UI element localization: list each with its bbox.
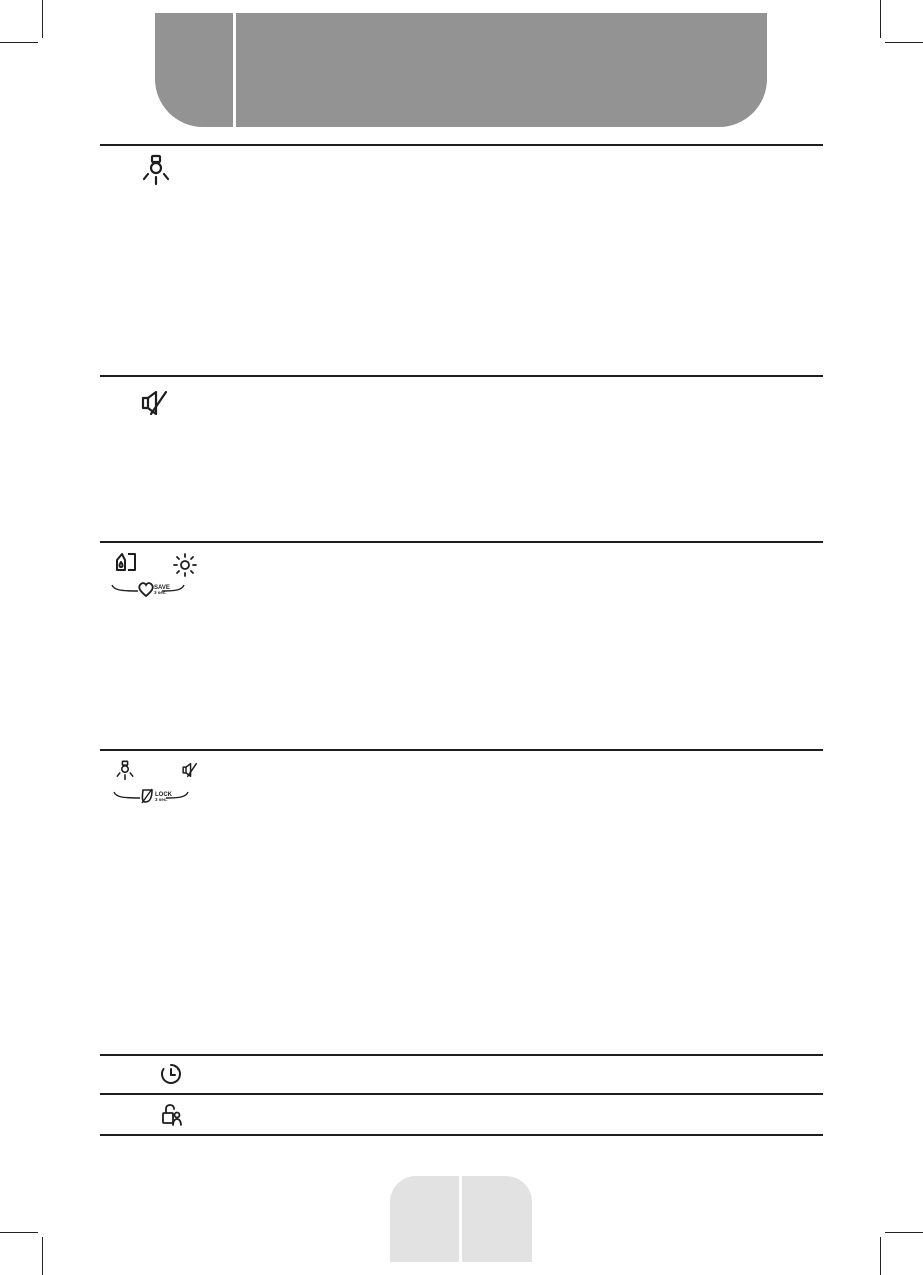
crop-mark-bottom-left-h <box>0 1232 38 1233</box>
footer-tab-divider <box>459 1176 462 1262</box>
crop-mark-top-left-v <box>42 0 43 38</box>
save-heart-icon <box>110 579 186 599</box>
table-rule-bottom <box>100 1134 823 1136</box>
save-label: SAVE <box>154 585 170 591</box>
table-rule-row4-bottom <box>100 1054 823 1056</box>
crop-mark-top-right-v <box>880 0 881 38</box>
header-tab <box>155 13 767 127</box>
crop-mark-top-right-h <box>885 42 923 43</box>
save-duration: 3 sec. <box>154 590 167 595</box>
table-rule-top <box>100 144 823 146</box>
water-dispenser-icon <box>113 552 137 574</box>
table-rule-row2-bottom <box>100 541 823 543</box>
lock-leaf-icon <box>112 786 190 806</box>
mute-icon-small <box>182 762 198 778</box>
mute-icon <box>141 389 169 417</box>
timer-icon <box>160 1063 182 1085</box>
table-rule-row5-bottom <box>100 1093 823 1095</box>
lock-label: LOCK <box>155 792 172 798</box>
crop-mark-bottom-right-h <box>885 1232 923 1233</box>
crop-mark-bottom-left-v <box>42 1237 43 1275</box>
header-tab-divider <box>233 13 236 127</box>
table-rule-row1-bottom <box>100 375 823 377</box>
light-icon <box>140 154 172 188</box>
brightness-icon <box>172 552 198 578</box>
lock-duration: 3 sec. <box>155 797 168 802</box>
table-rule-row3-bottom <box>100 749 823 751</box>
child-lock-icon <box>160 1103 184 1127</box>
crop-mark-top-left-h <box>0 42 38 43</box>
light-icon-small <box>114 760 136 782</box>
crop-mark-bottom-right-v <box>880 1237 881 1275</box>
